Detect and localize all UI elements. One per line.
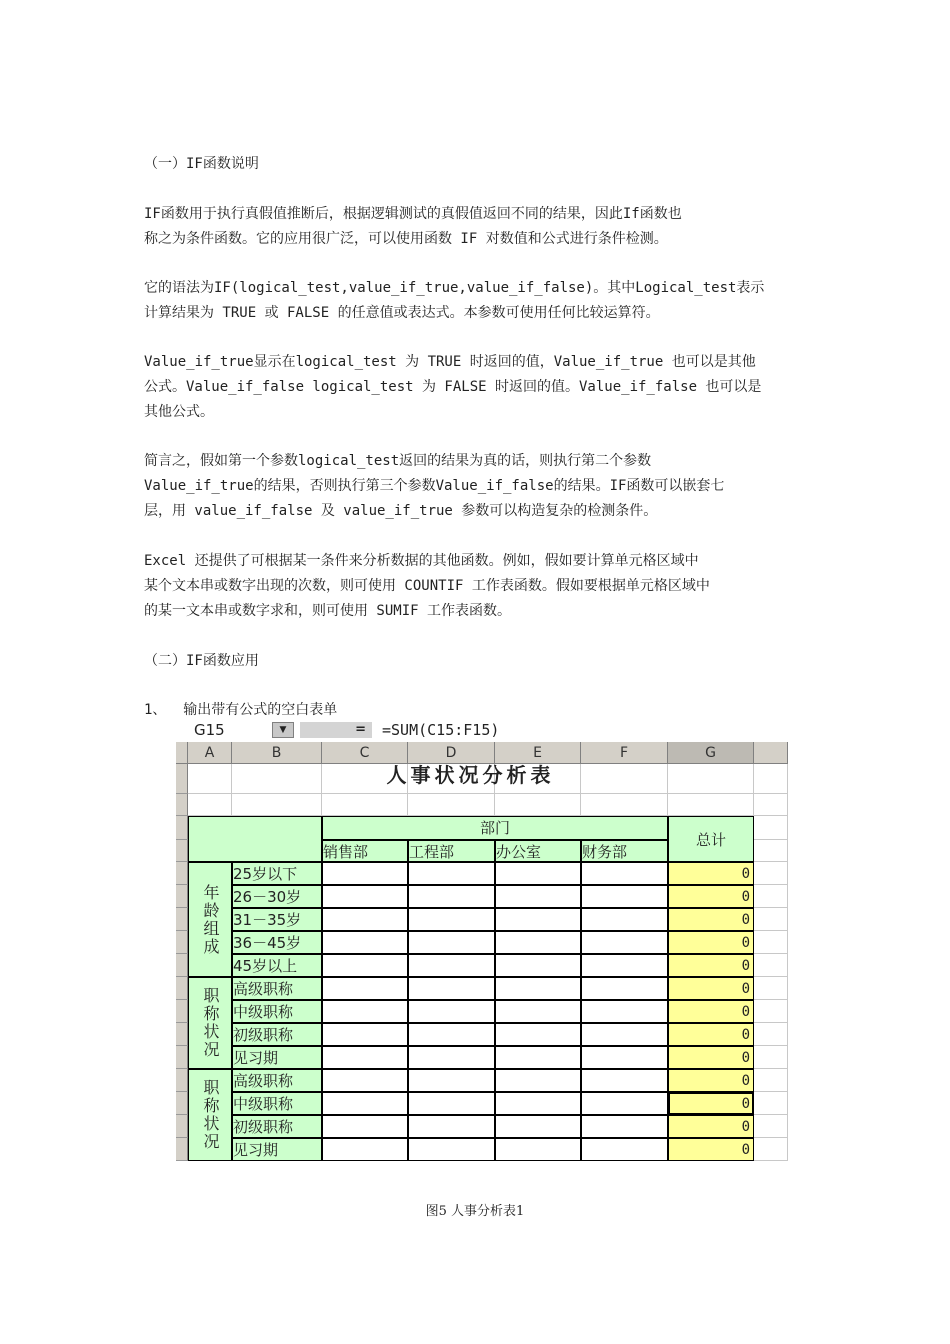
grid-cell[interactable] [754, 794, 788, 816]
data-cell[interactable] [581, 1069, 668, 1092]
data-cell[interactable] [408, 1138, 495, 1161]
spreadsheet-screenshot [176, 720, 788, 1160]
data-cell[interactable] [408, 1115, 495, 1138]
data-cell[interactable] [322, 1046, 408, 1069]
row-label: 见习期 [232, 1046, 322, 1069]
para3-line3: 其他公式。 [144, 404, 214, 420]
data-cell[interactable] [581, 1138, 668, 1161]
equals-button[interactable]: = [300, 722, 372, 738]
data-cell[interactable] [495, 1138, 581, 1161]
column-header-h[interactable] [754, 742, 788, 764]
para4-line3: 层，用 value_if_false 及 value_if_true 参数可以构造复杂的检测条件。 [144, 503, 658, 519]
grid-cell[interactable] [754, 1069, 788, 1092]
data-cell[interactable] [322, 862, 408, 885]
name-box[interactable]: G15 [194, 721, 225, 739]
data-cell[interactable] [322, 1000, 408, 1023]
formula-input[interactable]: =SUM(C15:F15) [382, 721, 500, 739]
total-cell[interactable]: 0 [668, 931, 754, 954]
grid-cell[interactable] [754, 816, 788, 840]
total-cell[interactable]: 0 [668, 1115, 754, 1138]
total-cell[interactable]: 0 [668, 885, 754, 908]
section1-title: （一）IF函数说明 [144, 156, 259, 172]
row-label: 45岁以上 [232, 954, 322, 977]
grid-cell[interactable] [754, 908, 788, 931]
row-header[interactable] [176, 1138, 188, 1161]
row-header[interactable] [176, 764, 188, 794]
grid-cell[interactable] [754, 1092, 788, 1115]
para2-line2: 计算结果为 TRUE 或 FALSE 的任意值或表达式。本参数可使用任何比较运算符。 [144, 305, 660, 321]
dept-header: 部门 [322, 816, 668, 840]
data-cell[interactable] [322, 1115, 408, 1138]
data-cell[interactable] [581, 908, 668, 931]
data-cell[interactable] [408, 862, 495, 885]
dept-name: 工程部 [408, 840, 495, 862]
row-label: 36－45岁 [232, 931, 322, 954]
data-cell[interactable] [495, 1069, 581, 1092]
data-cell[interactable] [322, 977, 408, 1000]
grid-cell[interactable] [754, 885, 788, 908]
row-header[interactable] [176, 908, 188, 931]
row-header[interactable] [176, 1046, 188, 1069]
total-cell[interactable]: 0 [668, 1138, 754, 1161]
row-header[interactable] [176, 1069, 188, 1092]
title-group-label: 职称状况 [188, 1069, 232, 1161]
grid-cell[interactable] [754, 862, 788, 885]
row-label: 25岁以下 [232, 862, 322, 885]
data-cell[interactable] [322, 1138, 408, 1161]
data-cell[interactable] [495, 1115, 581, 1138]
total-cell[interactable]: 0 [668, 1046, 754, 1069]
data-cell[interactable] [322, 1069, 408, 1092]
para5-line2: 某个文本串或数字出现的次数，则可使用 COUNTIF 工作表函数。假如要根据单元格区域中 [144, 578, 710, 594]
grid-cell[interactable] [754, 931, 788, 954]
row-header[interactable] [176, 931, 188, 954]
data-cell[interactable] [495, 931, 581, 954]
grid-cell[interactable] [754, 1000, 788, 1023]
row-header[interactable] [176, 954, 188, 977]
grid-cell[interactable] [495, 794, 581, 816]
grid-cell[interactable] [581, 794, 668, 816]
data-cell[interactable] [408, 1092, 495, 1115]
grid-cell[interactable] [754, 764, 788, 794]
total-cell[interactable]: 0 [668, 862, 754, 885]
grid-cell[interactable] [322, 794, 408, 816]
row-label: 31－35岁 [232, 908, 322, 931]
grid-cell[interactable] [754, 1138, 788, 1161]
row-header[interactable] [176, 1000, 188, 1023]
grid-cell[interactable] [408, 794, 495, 816]
figure-caption: 图5 人事分析表1 [425, 1204, 525, 1219]
data-cell[interactable] [408, 1069, 495, 1092]
para5-line3: 的某一文本串或数字求和，则可使用 SUMIF 工作表函数。 [144, 603, 511, 619]
row-label: 初级职称 [232, 1115, 322, 1138]
para1-line2: 称之为条件函数。它的应用很广泛，可以使用函数 IF 对数值和公式进行条件检测。 [144, 231, 668, 247]
data-cell[interactable] [495, 1000, 581, 1023]
data-cell[interactable] [408, 908, 495, 931]
data-cell[interactable] [581, 1092, 668, 1115]
sheet-grid[interactable] [176, 764, 788, 1160]
column-header-b[interactable]: B [232, 742, 322, 764]
step1-label: 1、 输出带有公式的空白表单 [144, 702, 338, 718]
row-label: 中级职称 [232, 1000, 322, 1023]
data-cell[interactable] [408, 977, 495, 1000]
row-header[interactable] [176, 840, 188, 862]
row-header[interactable] [176, 885, 188, 908]
data-cell[interactable] [581, 1046, 668, 1069]
data-cell[interactable] [495, 954, 581, 977]
chevron-down-icon[interactable]: ▼ [272, 722, 294, 738]
row-header[interactable] [176, 794, 188, 816]
total-cell[interactable]: 0 [668, 908, 754, 931]
row-header[interactable] [176, 1023, 188, 1046]
title-group-label: 职称状况 [188, 977, 232, 1069]
select-all-corner[interactable] [176, 742, 188, 764]
row-header[interactable] [176, 816, 188, 840]
grid-cell[interactable] [668, 794, 754, 816]
row-label: 高级职称 [232, 1069, 322, 1092]
para1-line1: IF函数用于执行真假值推断后，根据逻辑测试的真假值返回不同的结果，因此If函数也 [144, 206, 682, 222]
para4-line1: 简言之，假如第一个参数logical_test返回的结果为真的话，则执行第二个参数 [144, 453, 652, 469]
data-cell[interactable] [322, 885, 408, 908]
total-cell[interactable]: 0 [668, 954, 754, 977]
data-cell[interactable] [495, 862, 581, 885]
section2-title: （二）IF函数应用 [144, 653, 259, 669]
column-header-e[interactable]: E [495, 742, 581, 764]
para2-line1: 它的语法为IF(logical_test,value_if_true,value_if_false)。其中Logical_test表示 [144, 280, 765, 296]
row-label: 初级职称 [232, 1023, 322, 1046]
row-label: 中级职称 [232, 1092, 322, 1115]
data-cell[interactable] [408, 885, 495, 908]
data-cell[interactable] [581, 862, 668, 885]
column-header-d[interactable]: D [408, 742, 495, 764]
data-cell[interactable] [408, 931, 495, 954]
row-label: 26－30岁 [232, 885, 322, 908]
total-cell[interactable]: 0 [668, 1069, 754, 1092]
para3-line2: 公式。Value_if_false logical_test 为 FALSE 时返回的值。Value_if_false 也可以是 [144, 379, 762, 395]
column-header-a[interactable]: A [188, 742, 232, 764]
age-group-label: 年龄组成 [188, 862, 232, 977]
grid-cell[interactable] [754, 1046, 788, 1069]
data-cell[interactable] [408, 954, 495, 977]
data-cell[interactable] [495, 885, 581, 908]
data-cell[interactable] [495, 908, 581, 931]
data-cell[interactable] [322, 1092, 408, 1115]
formula-bar [176, 720, 788, 740]
total-cell[interactable]: 0 [668, 977, 754, 1000]
row-header[interactable] [176, 862, 188, 885]
data-cell[interactable] [408, 1000, 495, 1023]
data-cell[interactable] [408, 1046, 495, 1069]
data-cell[interactable] [581, 977, 668, 1000]
data-cell[interactable] [408, 1023, 495, 1046]
data-cell[interactable] [322, 954, 408, 977]
data-cell[interactable] [495, 1046, 581, 1069]
row-label: 高级职称 [232, 977, 322, 1000]
data-cell[interactable] [322, 931, 408, 954]
data-cell[interactable] [581, 931, 668, 954]
column-header-g[interactable]: G [668, 742, 754, 764]
total-cell[interactable]: 0 [668, 1023, 754, 1046]
dept-name: 办公室 [495, 840, 581, 862]
grid-cell[interactable] [754, 1115, 788, 1138]
total-cell[interactable]: 0 [668, 1092, 754, 1115]
total-header: 总计 [668, 816, 754, 862]
header-corner [188, 816, 322, 862]
row-header[interactable] [176, 1092, 188, 1115]
para4-line2: Value_if_true的结果，否则执行第三个参数Value_if_false的结果。IF函数可以嵌套七 [144, 478, 725, 494]
grid-cell[interactable] [754, 1023, 788, 1046]
data-cell[interactable] [495, 1092, 581, 1115]
data-cell[interactable] [581, 1000, 668, 1023]
data-cell[interactable] [581, 885, 668, 908]
grid-cell[interactable] [232, 794, 322, 816]
data-cell[interactable] [581, 1023, 668, 1046]
column-header-c[interactable]: C [322, 742, 408, 764]
table-title: 人事状况分析表 [188, 764, 754, 794]
para3-line1: Value_if_true显示在logical_test 为 TRUE 时返回的值，Value_if_true 也可以是其他 [144, 354, 756, 370]
row-label: 见习期 [232, 1138, 322, 1161]
data-cell[interactable] [495, 977, 581, 1000]
grid-cell[interactable] [754, 977, 788, 1000]
grid-cell[interactable] [188, 794, 232, 816]
data-cell[interactable] [322, 908, 408, 931]
row-header[interactable] [176, 1115, 188, 1138]
column-header-f[interactable]: F [581, 742, 668, 764]
total-cell[interactable]: 0 [668, 1000, 754, 1023]
data-cell[interactable] [581, 1115, 668, 1138]
data-cell[interactable] [581, 954, 668, 977]
grid-cell[interactable] [754, 954, 788, 977]
grid-cell[interactable] [754, 840, 788, 862]
data-cell[interactable] [495, 1023, 581, 1046]
dept-name: 财务部 [581, 840, 668, 862]
dept-name: 销售部 [322, 840, 408, 862]
row-header[interactable] [176, 977, 188, 1000]
para5-line1: Excel 还提供了可根据某一条件来分析数据的其他函数。例如，假如要计算单元格区域中 [144, 553, 699, 569]
data-cell[interactable] [322, 1023, 408, 1046]
